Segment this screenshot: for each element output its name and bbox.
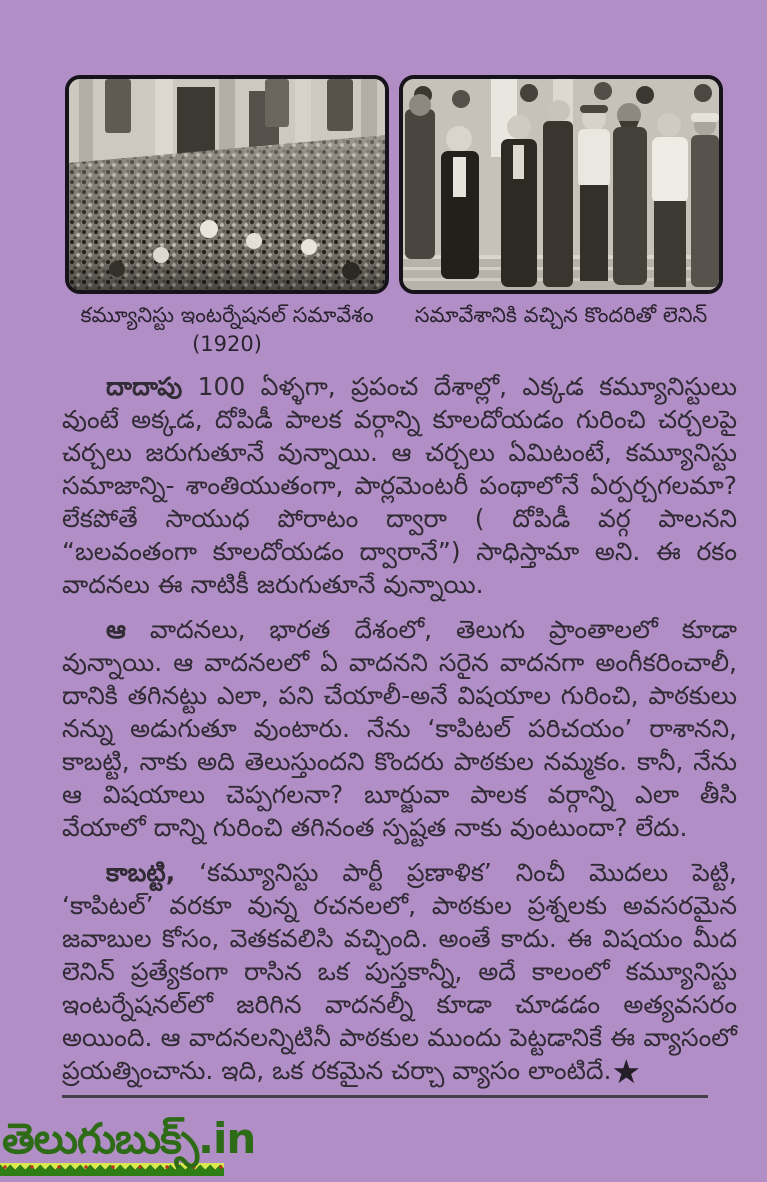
watermark-telugubooks <box>0 1116 255 1176</box>
paragraph-2-lead: ఆ <box>106 615 126 644</box>
paragraph-2 <box>62 613 737 844</box>
watermark-underline <box>0 1163 224 1176</box>
bottom-divider <box>62 1095 708 1098</box>
congress-hall-photo <box>65 75 389 294</box>
captions-row <box>65 301 723 360</box>
paragraph-1-text: 100 ఏళ్ళగా, ప్రపంచ దేశాల్లో, ఎక్కడ కమ్యూనిస్టులు వుంటే అక్కడ, దోపిడీ పాలక వర్గాన్ని కూలదోయడం గురించి చర్చలపై చర్చలు జరుగుతూనే వున్నాయి. ఆ చర్చలు ఏమిటంటే, కమ్యూనిస్టు సమాజాన్ని- శాంతియుతంగా, పార్లమెంటరీ పంథాలోనే ఏర్పర్చగలమా? లేకపోతే సాయుధ పోరాటం ద్వారా ( దోపిడీ వర్గ పాలనని “బలవంతంగా కూలదోయడం ద్వారానే”) సాధిస్తామా అని. ఈ రకం వాదనలు ఈ నాటికీ జరుగుతూనే వున్నాయి. <box>62 372 737 599</box>
paragraph-2-text: వాదనలు, భారత దేశంలో, తెలుగు ప్రాంతాలలో కూడా వున్నాయి. ఆ వాదనలలో ఏ వాదనని సరైన వాదనగా అంగీకరించాలీ, దానికి తగినట్టు ఎలా, పని చేయాలీ-అనే విషయాల గురించి, పాఠకులు నన్ను అడుగుతూ వుంటారు. నేను ‘కాపిటల్ పరిచయం’ రాశానని, కాబట్టి, నాకు అది తెలుస్తుందని కొందరు పాఠకుల నమ్మకం. కానీ, నేను ఆ విషయాలు చెప్పగలనా? బూర్జువా పాలక వర్గాన్ని ఎలా తీసి వేయాలో దాన్ని గురించి తగినంత స్పష్టత నాకు వుంటుందా? లేదు. <box>62 615 737 842</box>
photos-row <box>65 75 723 294</box>
lenin-group-photo-art <box>403 79 719 290</box>
caption-congress-photo: కమ్యూనిస్టు ఇంటర్నేషనల్ సమావేశం (1920) <box>80 303 374 357</box>
article-body <box>62 370 737 1099</box>
caption-lenin-photo: సమావేశానికి వచ్చిన కొందరితో లెనిన్ <box>414 303 708 327</box>
lenin-group-photo <box>399 75 723 294</box>
star-icon: ★ <box>611 1052 642 1091</box>
watermark-text: తెలుగుబుక్స్.in <box>2 1114 256 1163</box>
congress-hall-photo-art <box>69 79 385 290</box>
paragraph-1 <box>62 370 737 601</box>
paragraph-1-lead: దాదాపు <box>106 372 183 401</box>
paragraph-3-text: ‘కమ్యూనిస్టు పార్టీ ప్రణాళిక’ నించీ మొదలు పెట్టి, ‘కాపిటల్’ వరకూ వున్న రచనలలో, పాఠకుల ప్రశ్నలకు అవసరమైన జవాబుల కోసం, వెతకవలిసి వచ్చింది. అంతే కాదు. ఈ విషయం మీద లెనిన్ ప్రత్యేకంగా రాసిన ఒక పుస్తకాన్నీ, అదే కాలంలో కమ్యూనిస్టు ఇంటర్నేషనల్‌లో జరిగిన వాదనల్నీ కూడా చూడడం అత్యవసరం అయింది. ఆ వాదనలన్నిటినీ పాఠకుల ముందు పెట్టడానికే ఈ వ్యాసంలో ప్రయత్నించాను. ఇది, ఒక రకమైన చర్చా వ్యాసం లాంటిదే. <box>62 858 737 1085</box>
paragraph-3 <box>62 856 737 1091</box>
paragraph-3-lead: కాబట్టి, <box>106 858 176 887</box>
